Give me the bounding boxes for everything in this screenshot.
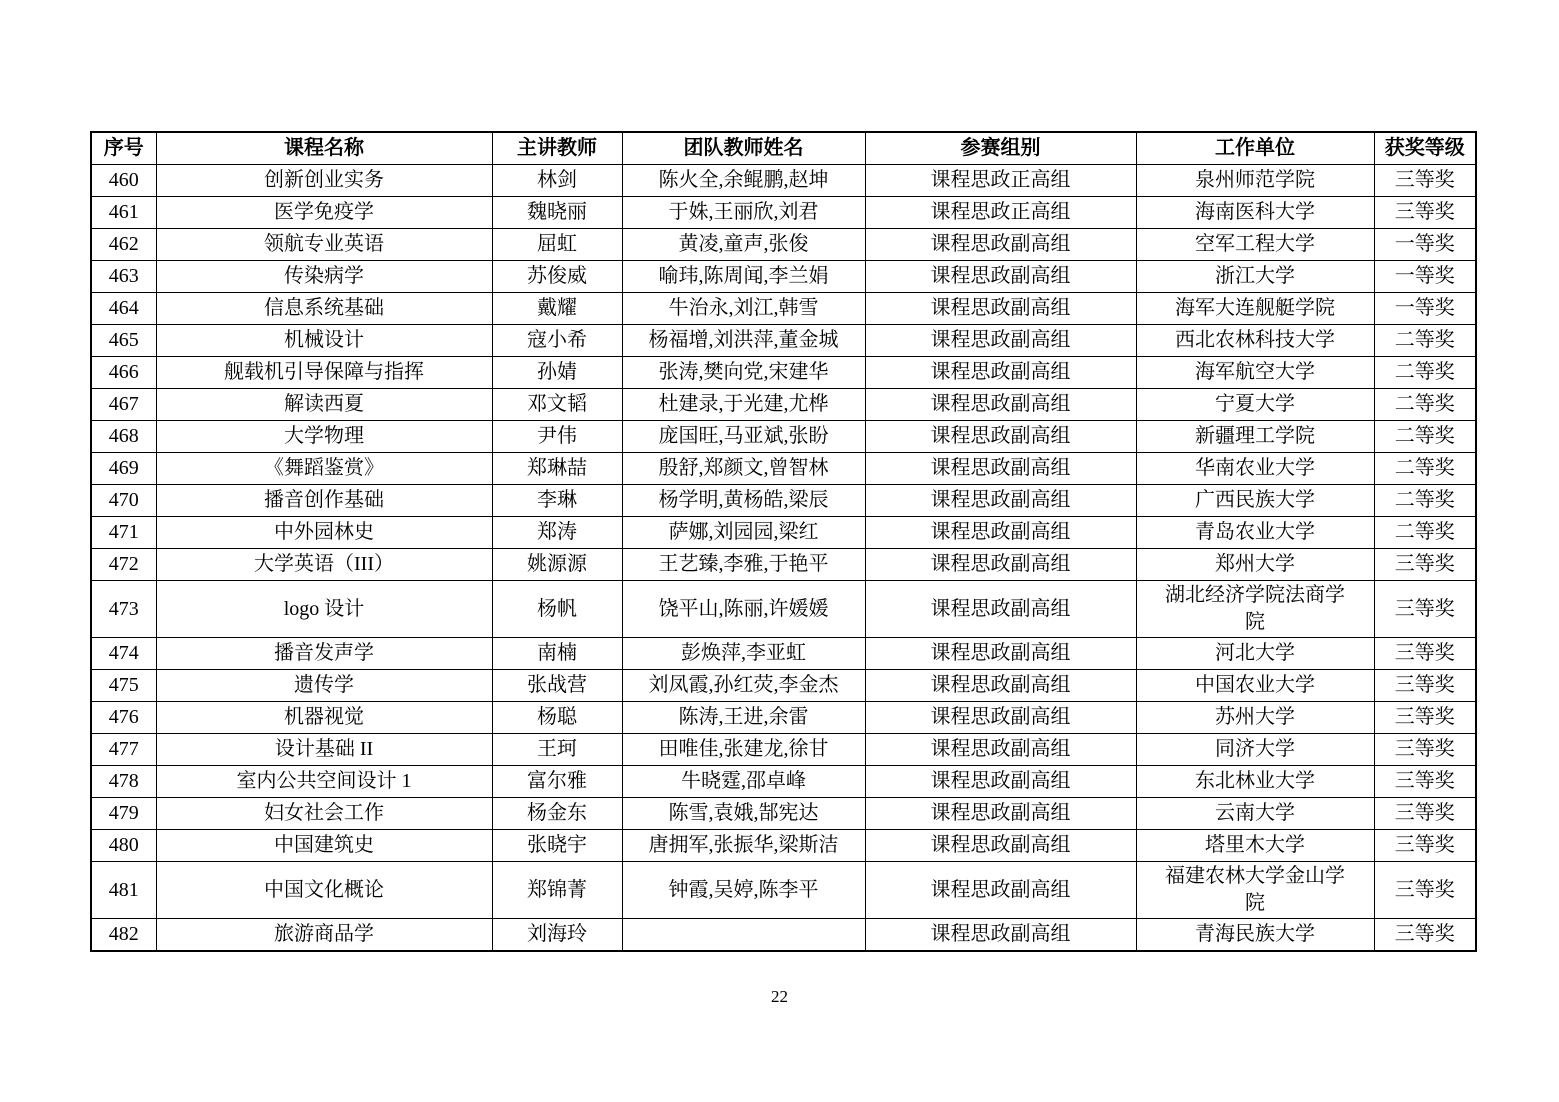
table-cell: 领航专业英语 — [156, 229, 492, 261]
header-row — [91, 132, 1476, 165]
table-cell: 郑琳喆 — [492, 453, 622, 485]
table-cell: 461 — [91, 197, 156, 229]
table-cell: 课程思政副高组 — [865, 766, 1136, 798]
table-cell: 播音发声学 — [156, 638, 492, 670]
table-cell: logo 设计 — [156, 581, 492, 638]
column-header: 团队教师姓名 — [622, 132, 865, 165]
table-cell: 课程思政副高组 — [865, 581, 1136, 638]
table-cell: 杜建录,于光建,尤桦 — [622, 389, 865, 421]
table-cell: 苏俊威 — [492, 261, 622, 293]
table-cell: 屈虹 — [492, 229, 622, 261]
table-cell: 传染病学 — [156, 261, 492, 293]
table-cell: 机器视觉 — [156, 702, 492, 734]
table-cell: 东北林业大学 — [1136, 766, 1374, 798]
table-cell: 陈涛,王进,余雷 — [622, 702, 865, 734]
table-cell: 大学物理 — [156, 421, 492, 453]
page-number: 22 — [771, 987, 788, 1006]
table-cell: 播音创作基础 — [156, 485, 492, 517]
table-row — [91, 293, 1476, 325]
table-cell: 广西民族大学 — [1136, 485, 1374, 517]
table-cell: 三等奖 — [1374, 702, 1476, 734]
table-cell: 三等奖 — [1374, 549, 1476, 581]
table-cell: 遗传学 — [156, 670, 492, 702]
table-row — [91, 165, 1476, 197]
table-cell: 浙江大学 — [1136, 261, 1374, 293]
table-cell: 海军大连舰艇学院 — [1136, 293, 1374, 325]
table-cell: 陈雪,袁娥,郜宪达 — [622, 798, 865, 830]
table-cell: 华南农业大学 — [1136, 453, 1374, 485]
table-cell: 旅游商品学 — [156, 919, 492, 952]
table-cell: 空军工程大学 — [1136, 229, 1374, 261]
table-cell: 云南大学 — [1136, 798, 1374, 830]
table-cell: 同济大学 — [1136, 734, 1374, 766]
column-header: 课程名称 — [156, 132, 492, 165]
table-cell: 二等奖 — [1374, 357, 1476, 389]
table-cell: 三等奖 — [1374, 581, 1476, 638]
table-cell: 青海民族大学 — [1136, 919, 1374, 952]
table-cell: 480 — [91, 830, 156, 862]
table-cell: 张战营 — [492, 670, 622, 702]
table-cell: 一等奖 — [1374, 293, 1476, 325]
table-row — [91, 453, 1476, 485]
table-cell: 苏州大学 — [1136, 702, 1374, 734]
table-cell: 477 — [91, 734, 156, 766]
table-cell: 二等奖 — [1374, 453, 1476, 485]
table-cell: 机械设计 — [156, 325, 492, 357]
table-cell: 课程思政副高组 — [865, 293, 1136, 325]
table-cell: 戴耀 — [492, 293, 622, 325]
table-cell: 陈火全,余鲲鹏,赵坤 — [622, 165, 865, 197]
table-cell: 三等奖 — [1374, 919, 1476, 952]
table-cell: 杨金东 — [492, 798, 622, 830]
table-cell: 海军航空大学 — [1136, 357, 1374, 389]
table-cell: 482 — [91, 919, 156, 952]
table-cell: 481 — [91, 862, 156, 919]
table-cell — [622, 919, 865, 952]
table-cell: 三等奖 — [1374, 197, 1476, 229]
table-cell: 课程思政副高组 — [865, 453, 1136, 485]
table-cell: 中国文化概论 — [156, 862, 492, 919]
table-cell: 创新创业实务 — [156, 165, 492, 197]
table-cell: 解读西夏 — [156, 389, 492, 421]
table-cell: 465 — [91, 325, 156, 357]
table-row — [91, 197, 1476, 229]
table-row — [91, 389, 1476, 421]
table-cell: 二等奖 — [1374, 485, 1476, 517]
table-cell: 课程思政副高组 — [865, 229, 1136, 261]
table-cell: 张晓宇 — [492, 830, 622, 862]
table-row — [91, 261, 1476, 293]
table-cell: 信息系统基础 — [156, 293, 492, 325]
column-header: 获奖等级 — [1374, 132, 1476, 165]
table-cell: 课程思政副高组 — [865, 325, 1136, 357]
table-cell: 课程思政副高组 — [865, 389, 1136, 421]
table-cell: 460 — [91, 165, 156, 197]
table-cell: 课程思政副高组 — [865, 517, 1136, 549]
table-cell: 463 — [91, 261, 156, 293]
table-cell: 474 — [91, 638, 156, 670]
column-header: 工作单位 — [1136, 132, 1374, 165]
table-cell: 中国农业大学 — [1136, 670, 1374, 702]
table-cell: 二等奖 — [1374, 517, 1476, 549]
table-cell: 孙婧 — [492, 357, 622, 389]
table-cell: 464 — [91, 293, 156, 325]
table-cell: 一等奖 — [1374, 261, 1476, 293]
table-cell: 三等奖 — [1374, 670, 1476, 702]
table-cell: 二等奖 — [1374, 421, 1476, 453]
table-cell: 妇女社会工作 — [156, 798, 492, 830]
table-cell: 475 — [91, 670, 156, 702]
table-cell: 姚源源 — [492, 549, 622, 581]
table-row — [91, 702, 1476, 734]
table-cell: 郑涛 — [492, 517, 622, 549]
table-cell: 新疆理工学院 — [1136, 421, 1374, 453]
table-cell: 三等奖 — [1374, 165, 1476, 197]
table-cell: 479 — [91, 798, 156, 830]
table-cell: 刘凤霞,孙红荧,李金杰 — [622, 670, 865, 702]
table-cell: 三等奖 — [1374, 798, 1476, 830]
table-cell: 三等奖 — [1374, 734, 1476, 766]
table-cell: 课程思政正高组 — [865, 165, 1136, 197]
table-cell: 医学免疫学 — [156, 197, 492, 229]
table-cell: 郑锦菁 — [492, 862, 622, 919]
table-header — [91, 132, 1476, 165]
table-cell: 牛晓霆,邵卓峰 — [622, 766, 865, 798]
table-cell: 473 — [91, 581, 156, 638]
table-cell: 尹伟 — [492, 421, 622, 453]
table-cell: 课程思政副高组 — [865, 798, 1136, 830]
table-cell: 福建农林大学金山学院 — [1136, 862, 1374, 919]
table-row — [91, 766, 1476, 798]
table-row — [91, 485, 1476, 517]
table-cell: 478 — [91, 766, 156, 798]
table-cell: 470 — [91, 485, 156, 517]
table-cell: 课程思政副高组 — [865, 261, 1136, 293]
column-header: 序号 — [91, 132, 156, 165]
table-cell: 课程思政副高组 — [865, 485, 1136, 517]
table-cell: 王艺臻,李雅,于艳平 — [622, 549, 865, 581]
table-cell: 富尔雅 — [492, 766, 622, 798]
awards-table — [90, 131, 1477, 952]
table-cell: 海南医科大学 — [1136, 197, 1374, 229]
table-cell: 张涛,樊向党,宋建华 — [622, 357, 865, 389]
table-row — [91, 325, 1476, 357]
table-cell: 牛治永,刘江,韩雪 — [622, 293, 865, 325]
table-cell: 庞国旺,马亚斌,张盼 — [622, 421, 865, 453]
table-cell: 三等奖 — [1374, 862, 1476, 919]
table-row — [91, 549, 1476, 581]
table-cell: 467 — [91, 389, 156, 421]
table-cell: 林剑 — [492, 165, 622, 197]
table-row — [91, 421, 1476, 453]
table-cell: 王珂 — [492, 734, 622, 766]
table-cell: 唐拥军,张振华,梁斯洁 — [622, 830, 865, 862]
table-row — [91, 862, 1476, 919]
table-cell: 塔里木大学 — [1136, 830, 1374, 862]
table-cell: 472 — [91, 549, 156, 581]
table-cell: 魏晓丽 — [492, 197, 622, 229]
table-cell: 泉州师范学院 — [1136, 165, 1374, 197]
table-cell: 郑州大学 — [1136, 549, 1374, 581]
table-cell: 课程思政副高组 — [865, 919, 1136, 952]
table-cell: 462 — [91, 229, 156, 261]
table-cell: 李琳 — [492, 485, 622, 517]
table-cell: 刘海玲 — [492, 919, 622, 952]
table-cell: 青岛农业大学 — [1136, 517, 1374, 549]
table-cell: 二等奖 — [1374, 389, 1476, 421]
table-cell: 课程思政副高组 — [865, 638, 1136, 670]
table-cell: 课程思政正高组 — [865, 197, 1136, 229]
table-cell: 课程思政副高组 — [865, 734, 1136, 766]
table-cell: 课程思政副高组 — [865, 830, 1136, 862]
table-cell: 课程思政副高组 — [865, 702, 1136, 734]
table-cell: 中外园林史 — [156, 517, 492, 549]
table-cell: 《舞蹈鉴赏》 — [156, 453, 492, 485]
table-cell: 钟霞,吴婷,陈李平 — [622, 862, 865, 919]
table-row — [91, 798, 1476, 830]
table-cell: 468 — [91, 421, 156, 453]
table-cell: 杨福增,刘洪萍,董金城 — [622, 325, 865, 357]
table-cell: 于姝,王丽欣,刘君 — [622, 197, 865, 229]
table-cell: 饶平山,陈丽,许媛媛 — [622, 581, 865, 638]
table-row — [91, 734, 1476, 766]
table-row — [91, 581, 1476, 638]
table-cell: 湖北经济学院法商学院 — [1136, 581, 1374, 638]
table-cell: 萨娜,刘园园,梁红 — [622, 517, 865, 549]
table-cell: 河北大学 — [1136, 638, 1374, 670]
table-row — [91, 229, 1476, 261]
table-cell: 寇小希 — [492, 325, 622, 357]
table-cell: 课程思政副高组 — [865, 670, 1136, 702]
table-body — [91, 165, 1476, 952]
table-cell: 田唯佳,张建龙,徐甘 — [622, 734, 865, 766]
table-cell: 三等奖 — [1374, 766, 1476, 798]
table-cell: 中国建筑史 — [156, 830, 492, 862]
table-cell: 466 — [91, 357, 156, 389]
table-row — [91, 517, 1476, 549]
table-cell: 殷舒,郑颜文,曾智林 — [622, 453, 865, 485]
table-cell: 舰载机引导保障与指挥 — [156, 357, 492, 389]
table-cell: 二等奖 — [1374, 325, 1476, 357]
table-cell: 课程思政副高组 — [865, 357, 1136, 389]
table-cell: 三等奖 — [1374, 830, 1476, 862]
column-header: 主讲教师 — [492, 132, 622, 165]
table-cell: 课程思政副高组 — [865, 421, 1136, 453]
table-cell: 471 — [91, 517, 156, 549]
table-cell: 476 — [91, 702, 156, 734]
table-cell: 设计基础 II — [156, 734, 492, 766]
table-cell: 课程思政副高组 — [865, 862, 1136, 919]
table-cell: 宁夏大学 — [1136, 389, 1374, 421]
table-cell: 黄凌,童声,张俊 — [622, 229, 865, 261]
table-row — [91, 830, 1476, 862]
table-cell: 课程思政副高组 — [865, 549, 1136, 581]
table-cell: 喻玮,陈周闻,李兰娟 — [622, 261, 865, 293]
table-cell: 杨学明,黄杨皓,梁辰 — [622, 485, 865, 517]
table-cell: 南楠 — [492, 638, 622, 670]
table-row — [91, 638, 1476, 670]
table-row — [91, 670, 1476, 702]
table-cell: 大学英语（III） — [156, 549, 492, 581]
table-cell: 三等奖 — [1374, 638, 1476, 670]
table-cell: 室内公共空间设计 1 — [156, 766, 492, 798]
table-cell: 杨聪 — [492, 702, 622, 734]
table-row — [91, 919, 1476, 952]
table-cell: 一等奖 — [1374, 229, 1476, 261]
table-cell: 杨帆 — [492, 581, 622, 638]
table-cell: 西北农林科技大学 — [1136, 325, 1374, 357]
table-row — [91, 357, 1476, 389]
table-cell: 彭焕萍,李亚虹 — [622, 638, 865, 670]
table-cell: 469 — [91, 453, 156, 485]
column-header: 参赛组别 — [865, 132, 1136, 165]
table-cell: 邓文韬 — [492, 389, 622, 421]
